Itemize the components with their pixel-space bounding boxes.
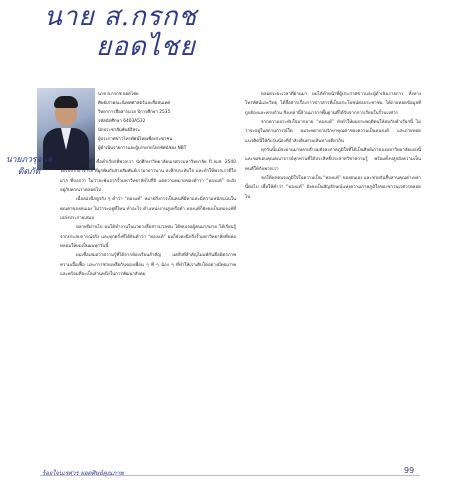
title-banner (0, 0, 468, 80)
profile-line: รหัสนักศึกษา 6403A532 (98, 119, 146, 124)
left-column-body (60, 158, 236, 279)
person-name-title (44, 2, 197, 62)
page-number: 99 (404, 466, 415, 475)
profile-line: นาย ส.กรกช ยอดไชย (98, 92, 139, 97)
profile-line: ผู้ดำเนินรายการและผู้บรรยายโทรทัศน์ช่อง NBT (98, 146, 187, 151)
right-column-body (245, 90, 421, 202)
title-line-1: นาย ส.กรกช (44, 2, 198, 32)
profile-block (98, 90, 238, 153)
photo-caption: นายภวรุจ เจติตภัท (5, 155, 53, 177)
body-paragraph: หลายปีผ่านไป ผมได้ทำงานในแวดวงสื่อสารมวลชน ได้พบเจอผู้คนมากมาย ได้เรียนรู้จากประสบการณ์จริง และทุกครั้งที่ได้ยินคำว่า “ทองแท้” ผมก็ยังคงนึกถึงรั้วมหาวิทยาลัยที่หล่อหลอมให้ผมเป็นผมทุกวันนี้ (60, 225, 236, 250)
portrait-hair (54, 96, 78, 108)
body-paragraph: เมื่อลองนึกดูจริง ๆ คำว่า “ทองแท้” หมายถึงการเป็นคนที่มีค่าและมีความหนักแน่นในคุณค่าของตนเอง ไม่ว่าจะอยู่ที่ไหน ทำอะไร ตำแหน่งงานสูงหรือต่ำ ทองแท้ก็ยังคงเป็นทองแท้ที่เปล่งประกายเสมอ (60, 197, 236, 222)
profile-line: วิทยาการสื่อสารมวล ปีการศึกษา 2535 (98, 110, 171, 115)
profile-line: นักประชาสัมพันธ์อิสระ (98, 128, 140, 133)
body-paragraph: “ทองแท้” คือคำเรียกที่พวกเรา นักศึกษาวิทยาลัยนเรศวรมหาวิทยาลัย ปี พ.ศ. 2540 ได้รับจากอาจารย์ ที่ผูกพันกับสายสัมพันธ์เรามายาวนาน ลงลึกประทับใจ และทำให้พวกเราดีใจมาก ที่บอกว่า ไม่ว่าจะพ้นจากรั้วมหาวิทยาลัยไปกี่ปี แต่ความหมายของคำว่า “ทองแท้” จะยังอยู่กับพวกเราตลอดไป (60, 160, 236, 194)
body-paragraph: จากความประทับใจมากมาย “ทองแท้” ยังทำให้ผมประพฤติตนให้สมกับคำเรียกนี้ ไม่ว่าจะอยู่ในสถานการณ์ใด ผมจะพยายามรักษาคุณค่าของความเป็นทองแท้ และถ่ายทอดแนวคิดนี้ให้กับรุ่นน้องที่กำลังเดินตามเส้นทางเดียวกัน (245, 120, 421, 144)
body-paragraph: ขอให้ทุกคนจงภูมิใจในความเป็น “ทองแท้” ของตนเอง และช่วยกันสืบสานคุณค่าเหล่านี้ต่อไป เพื่อให้คำว่า “ทองแท้” ยังคงเป็นสัญลักษณ์แห่งความภาคภูมิใจของชาวนเรศวรตลอดไป (245, 176, 421, 200)
title-line-2: ยอดไชย (96, 32, 196, 62)
body-paragraph: ทุกวันนี้แม้จะผ่านมาหลายปี ผมยังคงภาคภูมิใจที่ได้เป็นศิษย์เก่าของมหาวิทยาลัยแห่งนี้ และขอขอบคุณคณาจารย์ทุกท่านที่ได้ประสิทธิ์ประสาทวิชาความรู้ พร้อมทั้งปลูกฝังความเป็นคนดีให้กับพวกเรา (245, 148, 421, 172)
body-paragraph: ผมเชื่อเสมอว่าความรู้ที่ได้จากห้องเรียนสำคัญ แต่สิ่งที่สำคัญไม่แพ้กันคือมิตรภาพ ความเอื้อเฟื้อ และการช่วยเหลือกันของเพื่อน ๆ พี่ ๆ น้อง ๆ ที่ทำให้เราเติบโตอย่างมีคุณภาพ และพร้อมที่จะเป็นส่วนหนึ่งในการพัฒนาสังคม (60, 253, 236, 278)
profile-line: ผู้ประกาศข่าวโทรทัศน์ไทยเพื่อประชาชน (98, 137, 173, 142)
footer-title: ร้อยใจนเรศวร ยอดศิษย์คุณภาพ (42, 470, 124, 477)
body-paragraph: ตลอดระยะเวลาที่ผ่านมา ผมได้ทำหน้าที่ผู้ประกาศข่าวและผู้ดำเนินรายการ ทั้งทางโทรทัศน์และวิทยุ ได้สื่อสารเรื่องราวข่าวสารที่เป็นประโยชน์ต่อประชาชน ได้ถ่ายทอดข้อมูลที่ถูกต้องและครบถ้วน สิ่งเหล่านี้ล้วนมาจากพื้นฐานที่ได้รับจากการเรียนในรั้วนเรศวร (245, 92, 421, 116)
profile-line: ศิษย์เก่าคณะนิเทศศาสตร์และสื่อสนเทศ (98, 101, 171, 106)
